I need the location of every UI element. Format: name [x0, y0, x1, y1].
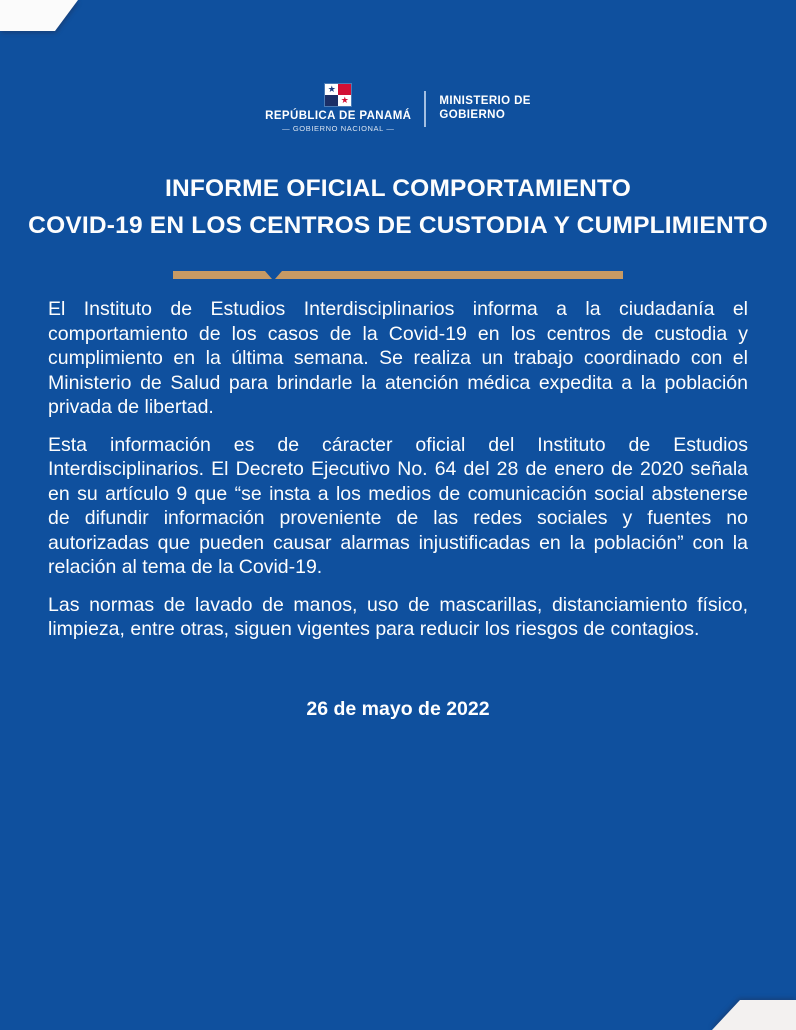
flag-quadrant-red [338, 84, 351, 95]
title-line2: COVID-19 EN LOS CENTROS DE CUSTODIA Y CUMPLIMIENTO [28, 212, 768, 239]
panama-flag-icon [325, 84, 351, 106]
blue-star-icon: ★ [327, 83, 336, 94]
government-logo [0, 84, 796, 133]
title-line1: INFORME OFICIAL COMPORTAMIENTO [164, 175, 632, 202]
flag-quadrant-white-blue-star [325, 84, 338, 95]
announcement-body [48, 297, 748, 655]
accent-divider-right-segment [275, 271, 623, 279]
republic-block [265, 84, 411, 133]
paragraph-2: Esta información es de cáracter oficial del Instituto de Estudios Interdisciplinarios. El Decreto Ejecutivo No. 64 del 28 de enero de 2020 señala en su artículo 9 que “se insta a los medios de comunicación social abstenerse de difundir información proveniente de las redes sociales y fuentes no autorizadas que pueden causar alarmas injustificadas en la población” con la relación al tema de la Covid-19. [48, 433, 748, 578]
top-left-corner-shape [0, 0, 80, 31]
flag-quadrant-white-red-star [338, 95, 351, 106]
ministry-name [439, 95, 530, 122]
page-title [0, 170, 796, 244]
paragraph-3: Las normas de lavado de manos, uso de mascarillas, distanciamiento físico, limpieza, entre otras, siguen vigentes para reducir los riesgos de contagios. [48, 593, 748, 640]
bottom-right-corner-shape [710, 998, 796, 1030]
ministry-line2: GOBIERNO [439, 108, 506, 121]
red-star-icon: ★ [340, 94, 349, 105]
logo-vertical-divider [424, 91, 426, 127]
gobierno-nacional-subtitle: — GOBIERNO NACIONAL — [282, 124, 395, 133]
top-left-cut-corner [0, 0, 80, 31]
paragraph-1: El Instituto de Estudios Interdisciplinarios informa a la ciudadanía el comportamiento de los casos de la Covid-19 en los centros de custodia y cumplimiento en la última semana. Se realiza un trabajo coordinado con el Ministerio de Salud para brindarle la atención médica expedita a la población privada de libertad. [48, 298, 748, 418]
flag-quadrant-blue [325, 95, 338, 106]
ministry-line1: MINISTERIO DE [439, 95, 531, 107]
publication-date: 26 de mayo de 2022 [306, 698, 490, 720]
republic-title: REPÚBLICA DE PANAMÁ [265, 110, 412, 122]
accent-divider-left-segment [173, 271, 272, 279]
accent-divider [173, 271, 623, 279]
bottom-right-cut-corner [710, 998, 796, 1030]
